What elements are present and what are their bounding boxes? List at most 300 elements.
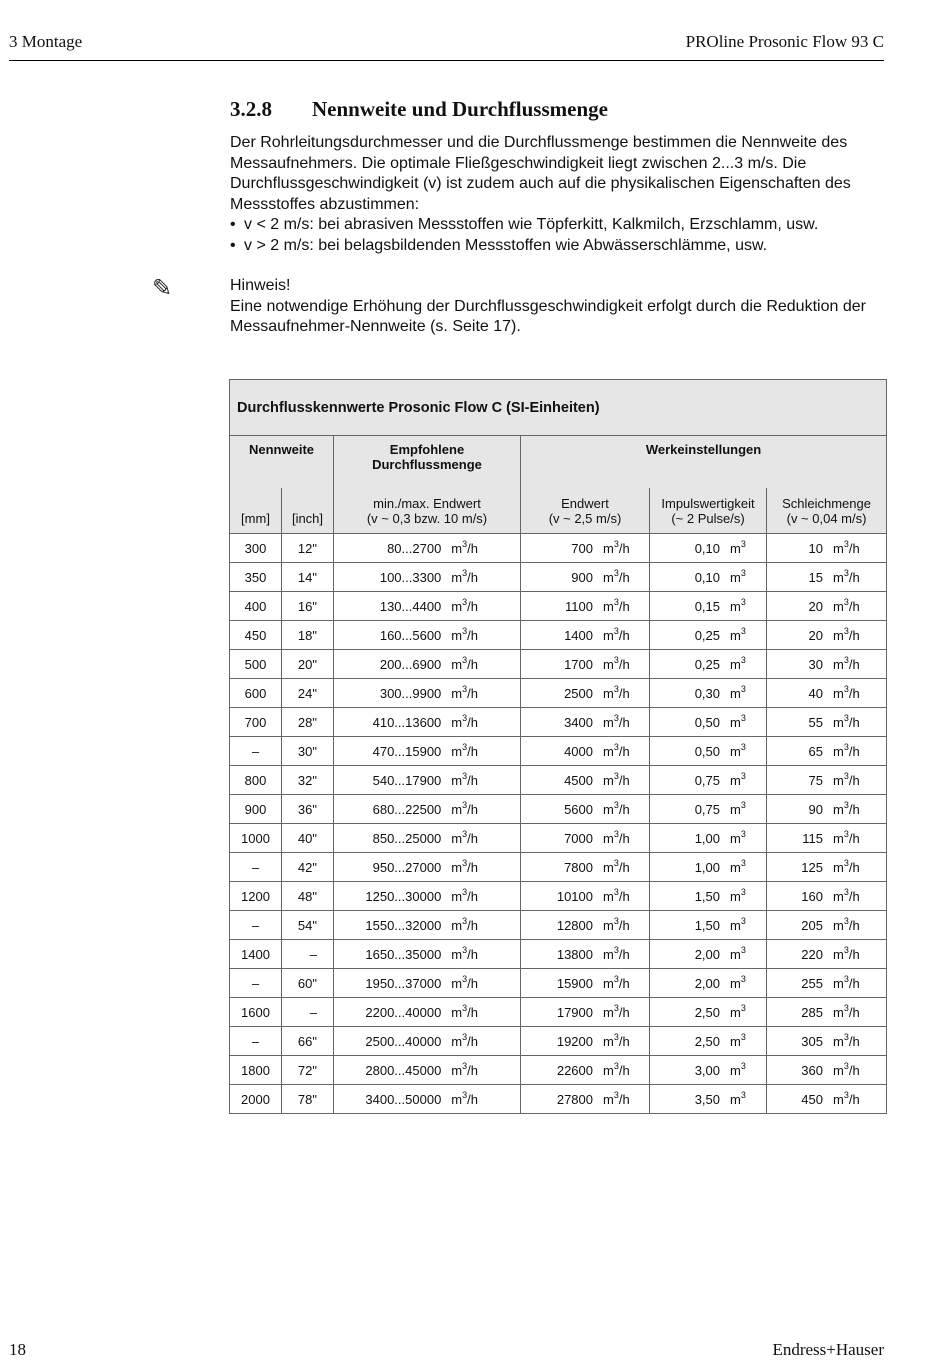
- schleich-value: 20: [808, 627, 823, 643]
- unit-exponent: 3: [613, 1089, 619, 1100]
- unit-m3: [730, 741, 746, 759]
- unit-suffix: /h: [618, 569, 630, 585]
- unit-suffix: /h: [848, 569, 860, 585]
- cell-impuls: [650, 969, 767, 998]
- cell-mm: 900: [230, 795, 282, 824]
- unit-exponent: 3: [613, 944, 619, 955]
- cell-impuls: [650, 766, 767, 795]
- header-mm: [mm]: [230, 488, 282, 534]
- unit-base: m: [730, 1062, 741, 1078]
- page-number: 18: [9, 1340, 26, 1359]
- unit-suffix: /h: [618, 1062, 630, 1078]
- unit-exponent: 3: [613, 1002, 619, 1013]
- cell-endwert: [521, 650, 650, 679]
- unit-base: m: [730, 656, 741, 672]
- unit-base: m: [833, 946, 844, 962]
- unit-m3-per-h: [833, 857, 860, 875]
- endwert-value: 3400: [564, 714, 593, 730]
- unit-exponent: 3: [613, 886, 619, 897]
- unit-m3: [730, 596, 746, 614]
- table-row: [230, 563, 887, 592]
- cell-mm: 700: [230, 708, 282, 737]
- cell-schleich: [767, 1056, 887, 1085]
- unit-exponent: 3: [740, 944, 746, 955]
- unit-exponent: 3: [843, 799, 849, 810]
- impuls-value: 3,00: [694, 1062, 720, 1078]
- cell-schleich: [767, 650, 887, 679]
- table-row: [230, 679, 887, 708]
- table-row: [230, 1085, 887, 1114]
- header-nennweite: Nennweite: [230, 436, 334, 489]
- unit-exponent: 3: [613, 625, 619, 636]
- unit-suffix: /h: [848, 888, 860, 904]
- table-row: [230, 766, 887, 795]
- cell-mm: 1000: [230, 824, 282, 853]
- unit-base: m: [833, 1091, 844, 1107]
- unit-exponent: 3: [740, 654, 746, 665]
- cell-range: [334, 534, 521, 563]
- unit-exponent: 3: [843, 683, 849, 694]
- unit-base: m: [833, 859, 844, 875]
- unit-suffix: /h: [848, 801, 860, 817]
- range-value: 1550...32000: [365, 917, 442, 933]
- cell-mm: –: [230, 911, 282, 940]
- unit-exponent: 3: [740, 1060, 746, 1071]
- table-row: [230, 737, 887, 766]
- note-title: Hinweis!: [230, 277, 291, 294]
- unit-m3: [730, 567, 746, 585]
- cell-endwert: [521, 1056, 650, 1085]
- table-title: Durchflusskennwerte Prosonic Flow C (SI-Einheiten): [230, 380, 887, 436]
- unit-m3-per-h: [833, 654, 860, 672]
- schleich-value: 30: [808, 656, 823, 672]
- unit-m3-per-h: [603, 828, 630, 846]
- unit-base: m: [603, 801, 614, 817]
- unit-base: m: [833, 540, 844, 556]
- unit-suffix: /h: [848, 1062, 860, 1078]
- table-row: [230, 592, 887, 621]
- pencil-icon: ✎: [152, 275, 173, 302]
- table-row: [230, 969, 887, 998]
- unit-base: m: [451, 598, 463, 614]
- unit-suffix: /h: [467, 917, 478, 933]
- unit-base: m: [451, 888, 463, 904]
- impuls-value: 2,00: [694, 975, 720, 991]
- cell-range: [334, 737, 521, 766]
- unit-base: m: [730, 975, 741, 991]
- cell-impuls: [650, 1027, 767, 1056]
- cell-inch: 72": [282, 1056, 334, 1085]
- unit-suffix: /h: [618, 1091, 630, 1107]
- unit-exponent: 3: [462, 1060, 468, 1071]
- unit-base: m: [730, 540, 741, 556]
- unit-suffix: /h: [618, 801, 630, 817]
- unit-base: m: [603, 714, 614, 730]
- cell-endwert: [521, 534, 650, 563]
- unit-m3-per-h: [603, 1060, 630, 1078]
- cell-range: [334, 1027, 521, 1056]
- unit-m3-per-h: [603, 944, 630, 962]
- unit-m3-per-h: [603, 654, 630, 672]
- table-row: [230, 534, 887, 563]
- endwert-value: 10100: [556, 888, 593, 904]
- unit-base: m: [833, 627, 844, 643]
- range-value: 950...27000: [372, 859, 442, 875]
- unit-exponent: 3: [843, 538, 849, 549]
- cell-inch: 36": [282, 795, 334, 824]
- cell-inch: 14": [282, 563, 334, 592]
- table-row: [230, 998, 887, 1027]
- unit-base: m: [451, 656, 463, 672]
- unit-m3-per-h: [833, 770, 860, 788]
- unit-suffix: /h: [848, 975, 860, 991]
- cell-endwert: [521, 1027, 650, 1056]
- impuls-value: 0,10: [694, 540, 720, 556]
- impuls-value: 1,50: [694, 888, 720, 904]
- cell-range: [334, 795, 521, 824]
- cell-mm: –: [230, 737, 282, 766]
- unit-m3-per-h: [603, 712, 630, 730]
- cell-schleich: [767, 737, 887, 766]
- unit-base: m: [451, 540, 463, 556]
- unit-exponent: 3: [613, 857, 619, 868]
- unit-m3: [730, 683, 746, 701]
- cell-inch: 18": [282, 621, 334, 650]
- unit-m3-per-h: [603, 1002, 630, 1020]
- impuls-value: 1,00: [694, 830, 720, 846]
- impuls-value: 0,50: [694, 743, 720, 759]
- cell-schleich: [767, 1085, 887, 1114]
- unit-base: m: [603, 772, 614, 788]
- unit-m3-per-h: [603, 973, 630, 991]
- unit-suffix: /h: [848, 714, 860, 730]
- endwert-value: 2500: [564, 685, 593, 701]
- unit-suffix: /h: [618, 743, 630, 759]
- cell-inch: 24": [282, 679, 334, 708]
- unit-m3-per-h: [833, 1031, 860, 1049]
- cell-mm: 1600: [230, 998, 282, 1027]
- unit-suffix: /h: [618, 975, 630, 991]
- unit-suffix: /h: [848, 859, 860, 875]
- cell-schleich: [767, 1027, 887, 1056]
- range-value: 2800...45000: [365, 1062, 442, 1078]
- table-row: [230, 708, 887, 737]
- unit-exponent: 3: [843, 567, 849, 578]
- impuls-value: 1,50: [694, 917, 720, 933]
- unit-m3-per-h: [603, 857, 630, 875]
- unit-base: m: [603, 1091, 614, 1107]
- unit-m3: [730, 886, 746, 904]
- unit-base: m: [833, 685, 844, 701]
- unit-m3-per-h: [833, 683, 860, 701]
- unit-base: m: [730, 1004, 741, 1020]
- cell-mm: 1800: [230, 1056, 282, 1085]
- unit-base: m: [451, 830, 463, 846]
- cell-schleich: [767, 853, 887, 882]
- endwert-value: 27800: [556, 1091, 593, 1107]
- unit-m3-per-h: [833, 567, 860, 585]
- unit-exponent: 3: [740, 741, 746, 752]
- cell-impuls: [650, 853, 767, 882]
- cell-endwert: [521, 911, 650, 940]
- range-value: 130...4400: [379, 598, 442, 614]
- cell-endwert: [521, 882, 650, 911]
- unit-exponent: 3: [462, 973, 468, 984]
- cell-inch: 48": [282, 882, 334, 911]
- unit-exponent: 3: [843, 915, 849, 926]
- unit-exponent: 3: [613, 654, 619, 665]
- range-value: 1650...35000: [365, 946, 442, 962]
- unit-exponent: 3: [843, 596, 849, 607]
- unit-m3-per-h: [603, 799, 630, 817]
- range-value: 1250...30000: [365, 888, 442, 904]
- impuls-value: 0,25: [694, 656, 720, 672]
- cell-impuls: [650, 911, 767, 940]
- unit-base: m: [451, 1033, 463, 1049]
- unit-exponent: 3: [613, 538, 619, 549]
- header-werkeinstellungen: Werkeinstellungen: [521, 436, 887, 489]
- unit-base: m: [730, 888, 741, 904]
- header-inch: [inch]: [282, 488, 334, 534]
- range-value: 300...9900: [379, 685, 442, 701]
- range-value: 100...3300: [379, 569, 442, 585]
- unit-suffix: /h: [467, 1062, 478, 1078]
- cell-schleich: [767, 534, 887, 563]
- unit-exponent: 3: [843, 944, 849, 955]
- range-value: 160...5600: [379, 627, 442, 643]
- unit-exponent: 3: [740, 625, 746, 636]
- range-value: 680...22500: [372, 801, 442, 817]
- unit-base: m: [451, 714, 463, 730]
- unit-m3-per-h: [451, 625, 478, 643]
- impuls-value: 0,10: [694, 569, 720, 585]
- unit-exponent: 3: [462, 857, 468, 868]
- schleich-value: 65: [808, 743, 823, 759]
- cell-inch: 30": [282, 737, 334, 766]
- unit-m3: [730, 1060, 746, 1078]
- unit-m3-per-h: [603, 538, 630, 556]
- cell-schleich: [767, 882, 887, 911]
- unit-exponent: 3: [740, 1031, 746, 1042]
- cell-mm: 300: [230, 534, 282, 563]
- cell-endwert: [521, 998, 650, 1027]
- unit-m3: [730, 799, 746, 817]
- unit-exponent: 3: [462, 1031, 468, 1042]
- unit-base: m: [833, 1033, 844, 1049]
- endwert-value: 4500: [564, 772, 593, 788]
- cell-inch: 28": [282, 708, 334, 737]
- schleich-value: 15: [808, 569, 823, 585]
- unit-suffix: /h: [618, 830, 630, 846]
- unit-base: m: [451, 917, 463, 933]
- cell-impuls: [650, 1085, 767, 1114]
- schleich-value: 55: [808, 714, 823, 730]
- unit-exponent: 3: [613, 1060, 619, 1071]
- unit-exponent: 3: [843, 973, 849, 984]
- unit-suffix: /h: [848, 627, 860, 643]
- range-value: 850...25000: [372, 830, 442, 846]
- unit-base: m: [730, 859, 741, 875]
- range-value: 80...2700: [387, 540, 442, 556]
- cell-range: [334, 969, 521, 998]
- unit-base: m: [833, 975, 844, 991]
- endwert-value: 19200: [556, 1033, 593, 1049]
- unit-m3-per-h: [603, 741, 630, 759]
- header-endwert: Endwert (v ~ 2,5 m/s): [521, 488, 650, 534]
- cell-range: [334, 766, 521, 795]
- unit-m3-per-h: [451, 1002, 478, 1020]
- unit-m3-per-h: [603, 625, 630, 643]
- cell-endwert: [521, 795, 650, 824]
- range-value: 410...13600: [372, 714, 442, 730]
- schleich-value: 125: [801, 859, 823, 875]
- unit-base: m: [730, 917, 741, 933]
- unit-m3-per-h: [833, 973, 860, 991]
- range-value: 1950...37000: [365, 975, 442, 991]
- endwert-value: 7800: [564, 859, 593, 875]
- cell-schleich: [767, 592, 887, 621]
- cell-inch: 66": [282, 1027, 334, 1056]
- unit-exponent: 3: [462, 770, 468, 781]
- section-title: [230, 97, 608, 122]
- cell-schleich: [767, 708, 887, 737]
- unit-exponent: 3: [462, 828, 468, 839]
- schleich-value: 220: [801, 946, 823, 962]
- unit-m3-per-h: [451, 944, 478, 962]
- schleich-value: 160: [801, 888, 823, 904]
- unit-base: m: [603, 917, 614, 933]
- table-row: [230, 650, 887, 679]
- unit-m3-per-h: [833, 1089, 860, 1107]
- unit-exponent: 3: [462, 625, 468, 636]
- unit-m3-per-h: [451, 886, 478, 904]
- cell-impuls: [650, 998, 767, 1027]
- unit-m3-per-h: [451, 654, 478, 672]
- impuls-value: 0,75: [694, 801, 720, 817]
- unit-suffix: /h: [848, 1091, 860, 1107]
- cell-mm: 450: [230, 621, 282, 650]
- table-row: [230, 621, 887, 650]
- unit-exponent: 3: [843, 828, 849, 839]
- unit-exponent: 3: [613, 770, 619, 781]
- unit-base: m: [730, 627, 741, 643]
- section-number: 3.2.8: [230, 97, 272, 121]
- unit-base: m: [833, 656, 844, 672]
- unit-exponent: 3: [740, 973, 746, 984]
- unit-base: m: [730, 801, 741, 817]
- unit-suffix: /h: [848, 1033, 860, 1049]
- endwert-value: 15900: [556, 975, 593, 991]
- unit-m3-per-h: [603, 915, 630, 933]
- cell-endwert: [521, 621, 650, 650]
- flow-table: [229, 379, 887, 1114]
- endwert-value: 700: [571, 540, 593, 556]
- cell-mm: 600: [230, 679, 282, 708]
- unit-suffix: /h: [848, 743, 860, 759]
- cell-impuls: [650, 882, 767, 911]
- unit-base: m: [603, 859, 614, 875]
- unit-base: m: [451, 859, 463, 875]
- cell-mm: 500: [230, 650, 282, 679]
- impuls-value: 2,50: [694, 1033, 720, 1049]
- unit-base: m: [730, 772, 741, 788]
- unit-m3: [730, 770, 746, 788]
- cell-endwert: [521, 737, 650, 766]
- unit-suffix: /h: [467, 888, 478, 904]
- unit-m3-per-h: [451, 596, 478, 614]
- unit-base: m: [730, 1033, 741, 1049]
- unit-suffix: /h: [618, 714, 630, 730]
- unit-base: m: [730, 1091, 741, 1107]
- unit-m3-per-h: [451, 538, 478, 556]
- cell-schleich: [767, 766, 887, 795]
- impuls-value: 2,50: [694, 1004, 720, 1020]
- cell-inch: 60": [282, 969, 334, 998]
- unit-suffix: /h: [467, 598, 478, 614]
- unit-base: m: [603, 685, 614, 701]
- cell-range: [334, 1056, 521, 1085]
- unit-suffix: /h: [618, 1033, 630, 1049]
- endwert-value: 7000: [564, 830, 593, 846]
- unit-exponent: 3: [740, 712, 746, 723]
- unit-base: m: [730, 714, 741, 730]
- cell-range: [334, 998, 521, 1027]
- unit-base: m: [603, 743, 614, 759]
- impuls-value: 0,75: [694, 772, 720, 788]
- cell-schleich: [767, 795, 887, 824]
- unit-m3-per-h: [451, 741, 478, 759]
- header-rule: [9, 60, 884, 61]
- table-row: [230, 795, 887, 824]
- unit-base: m: [833, 917, 844, 933]
- cell-impuls: [650, 679, 767, 708]
- unit-exponent: 3: [843, 1060, 849, 1071]
- cell-range: [334, 824, 521, 853]
- unit-exponent: 3: [613, 828, 619, 839]
- unit-m3-per-h: [833, 1060, 860, 1078]
- unit-suffix: /h: [848, 656, 860, 672]
- cell-endwert: [521, 679, 650, 708]
- unit-suffix: /h: [618, 598, 630, 614]
- unit-m3-per-h: [451, 1060, 478, 1078]
- schleich-value: 360: [801, 1062, 823, 1078]
- unit-exponent: 3: [843, 625, 849, 636]
- unit-suffix: /h: [618, 627, 630, 643]
- unit-m3-per-h: [603, 567, 630, 585]
- unit-exponent: 3: [740, 857, 746, 868]
- unit-base: m: [603, 830, 614, 846]
- unit-base: m: [451, 627, 463, 643]
- unit-suffix: /h: [848, 540, 860, 556]
- unit-suffix: /h: [467, 1091, 478, 1107]
- unit-suffix: /h: [467, 946, 478, 962]
- unit-base: m: [451, 1062, 463, 1078]
- unit-m3-per-h: [603, 886, 630, 904]
- cell-inch: 40": [282, 824, 334, 853]
- intro-paragraph: Der Rohrleitungsdurchmesser und die Durchflussmenge bestimmen die Nennweite des Messaufnehmers. Die optimale Fließgeschwindigkeit liegt zwischen 2...3 m/s. Die Durchflussgeschwindigkeit (v) ist zudem auch auf die physikalischen Eigenschaften des Messstoffes abzustimmen:: [230, 134, 851, 213]
- unit-m3: [730, 944, 746, 962]
- note-block: [230, 276, 890, 338]
- unit-exponent: 3: [613, 741, 619, 752]
- unit-m3: [730, 712, 746, 730]
- cell-range: [334, 911, 521, 940]
- section-body: [230, 133, 890, 256]
- endwert-value: 900: [571, 569, 593, 585]
- cell-mm: 1400: [230, 940, 282, 969]
- cell-schleich: [767, 911, 887, 940]
- unit-exponent: 3: [740, 1089, 746, 1100]
- unit-m3-per-h: [451, 770, 478, 788]
